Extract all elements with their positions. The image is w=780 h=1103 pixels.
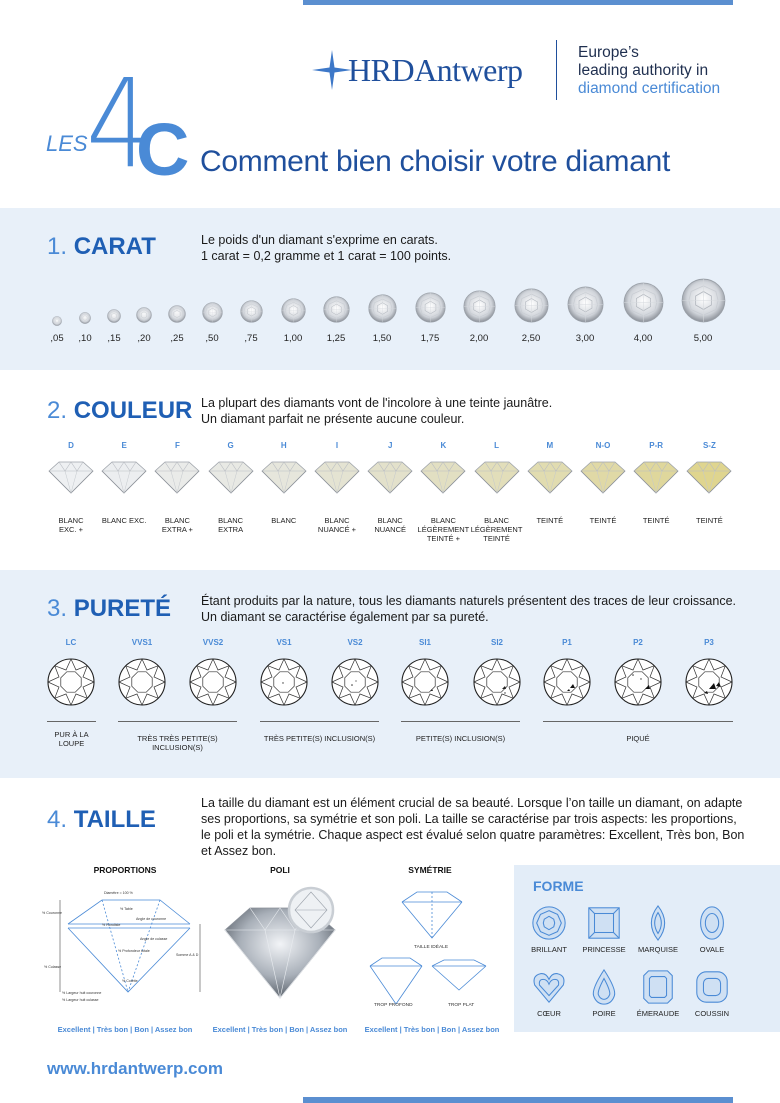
couleur-title-word: COULEUR — [73, 397, 193, 424]
carat-size-label: 2,50 — [521, 333, 541, 344]
carat-size-label: 1,00 — [283, 333, 303, 344]
color-label — [630, 516, 682, 525]
clarity-grade: P3 — [704, 638, 714, 647]
carat-size-label: ,10 — [78, 333, 92, 344]
purete-title-word: PURETÉ — [73, 595, 172, 622]
color-diamond-5 — [313, 459, 361, 495]
bottom-accent-bar — [303, 1097, 733, 1103]
clarity-grade: LC — [65, 638, 77, 647]
carat-diamond-14 — [623, 282, 664, 323]
color-label — [98, 516, 150, 525]
shape-label: CŒUR — [537, 1009, 561, 1018]
carat-diamond-15 — [681, 278, 726, 323]
shape-marquise-icon — [639, 904, 677, 942]
carat-title-word: CARAT — [73, 233, 156, 260]
color-label — [524, 516, 576, 525]
carat-diamond-2 — [107, 309, 121, 323]
carat-size-label: 3,00 — [575, 333, 595, 344]
color-label-line: EXTRA — [218, 525, 244, 534]
clarity-group-line — [118, 721, 237, 722]
carat-diamond-11 — [463, 290, 496, 323]
clarity-diamond-8 — [613, 657, 663, 707]
carat-size-label: 4,00 — [633, 333, 653, 344]
clarity-group-label-line: TRÈS PETITE(S) INCLUSION(S) — [263, 734, 376, 743]
carat-gem-7 — [281, 298, 306, 323]
label-largeur-culasse: % Largeur huit culasse — [62, 998, 99, 1002]
color-diamond-3 — [207, 459, 255, 495]
clarity-group-line — [47, 721, 96, 722]
clarity-group-label-line: PUR À LA — [54, 730, 89, 739]
color-label — [577, 516, 629, 525]
tagline-line-1: Europe’s — [578, 44, 639, 61]
carat-gem-0 — [52, 316, 62, 326]
carat-gem-12 — [514, 288, 549, 323]
proportions-diagram — [40, 882, 210, 1010]
clarity-grade: P1 — [562, 638, 572, 647]
top-accent-bar — [303, 0, 733, 5]
taille-desc-line-1: La taille du diamant est un élément crucial de sa beauté. Lorsque l’on taille un diamant, on adapte — [201, 796, 743, 810]
clarity-grade: VS1 — [276, 638, 292, 647]
color-grade: I — [335, 441, 339, 450]
carat-gem-8 — [323, 296, 350, 323]
carat-size-label: ,25 — [170, 333, 184, 344]
clarity-group-label-line: PIQUÉ — [626, 734, 650, 743]
clarity-group-line — [401, 721, 520, 722]
clarity-grade: VVS2 — [202, 638, 224, 647]
purete-desc-line-1: Étant produits par la nature, tous les diamants naturels présentent des traces de leur croissance. — [201, 594, 737, 608]
label-culasse: % Culasse — [44, 965, 62, 969]
color-grade: G — [227, 441, 234, 450]
clarity-grade: VS2 — [347, 638, 363, 647]
color-label-line: LÉGÈREMENT — [417, 525, 470, 534]
carat-size-label: 5,00 — [693, 333, 713, 344]
clarity-group-label — [37, 730, 106, 748]
website-link[interactable]: www.hrdantwerp.com — [47, 1059, 224, 1078]
carat-diamond-9 — [368, 294, 397, 323]
couleur-description — [201, 395, 552, 427]
clarity-grade: VVS1 — [131, 638, 153, 647]
logo-divider — [556, 40, 557, 100]
color-grade: L — [494, 441, 500, 450]
purete-desc-line-2: Un diamant se caractérise également par sa pureté. — [201, 610, 489, 624]
clarity-diamond-7 — [542, 657, 592, 707]
logo-text: HRDAntwerp — [348, 52, 523, 88]
carat-size-label: ,50 — [205, 333, 219, 344]
carat-title — [47, 233, 156, 261]
carat-diamond-6 — [240, 300, 263, 323]
clarity-group-label — [250, 734, 389, 743]
taille-desc-line-2: ses proportions, sa symétrie et son poli. La taille se caractérise par trois aspects: les proportions, — [201, 812, 737, 826]
tagline — [578, 44, 720, 98]
carat-diamond-10 — [415, 292, 446, 323]
shape-cœur-icon — [530, 968, 568, 1006]
taille-title — [47, 806, 156, 834]
clarity-diamond-0 — [46, 657, 96, 707]
color-label-line: TEINTÉ — [642, 516, 670, 525]
symetrie-rating: Excellent | Très bon | Bon | Assez bon — [364, 1025, 500, 1034]
color-diamond-1 — [100, 459, 148, 495]
color-grade: F — [174, 441, 180, 450]
carat-gem-4 — [168, 305, 186, 323]
color-label-line: BLANC EXC. — [101, 516, 147, 525]
color-label-line: BLANC — [58, 516, 84, 525]
color-grade: D — [68, 441, 74, 450]
clarity-group-line — [260, 721, 379, 722]
clarity-grade: P2 — [633, 638, 643, 647]
carat-size-label: 1,75 — [420, 333, 440, 344]
carat-diamond-13 — [567, 286, 604, 323]
color-label-line: BLANC — [218, 516, 244, 525]
color-label — [364, 516, 416, 534]
shape-brillant-icon — [530, 904, 568, 942]
carat-size-label: 1,25 — [326, 333, 346, 344]
color-grade: J — [387, 441, 393, 450]
label-angle-culasse: Angle de culasse — [140, 937, 168, 941]
carat-size-label: ,15 — [107, 333, 121, 344]
clarity-group-label — [391, 734, 530, 743]
clarity-group-line — [543, 721, 733, 722]
clarity-diamond-9 — [684, 657, 734, 707]
shape-label: MARQUISE — [637, 945, 678, 954]
carat-gem-13 — [567, 286, 604, 323]
shape-label: COUSSIN — [694, 1009, 730, 1018]
clarity-diamond-4 — [330, 657, 380, 707]
carat-number: 1. — [47, 233, 68, 260]
shape-poire-icon — [585, 968, 623, 1006]
taille-number: 4. — [47, 806, 68, 833]
forme-title: FORME — [533, 878, 584, 894]
color-diamond-2 — [153, 459, 201, 495]
color-diamond-8 — [473, 459, 521, 495]
carat-gem-9 — [368, 294, 397, 323]
clarity-group-label-line: INCLUSION(S) — [152, 743, 203, 752]
shape-coussin-icon — [693, 968, 731, 1006]
carat-gem-3 — [136, 307, 152, 323]
clarity-diamond-2 — [188, 657, 238, 707]
les-text: LES — [46, 131, 88, 156]
page-title: Comment bien choisir votre diamant — [200, 145, 671, 178]
carat-description — [201, 232, 451, 264]
carat-size-label: ,75 — [244, 333, 258, 344]
carat-diamond-12 — [514, 288, 549, 323]
clarity-group-label — [533, 734, 743, 743]
color-label-line: BLANC — [377, 516, 403, 525]
carat-size-label: 1,50 — [372, 333, 392, 344]
carat-desc-line-2: 1 carat = 0,2 gramme et 1 carat = 100 points. — [201, 249, 452, 263]
carat-size-label: ,05 — [50, 333, 64, 344]
carat-gem-15 — [681, 278, 726, 323]
symetrie-heading: SYMÉTRIE — [408, 865, 452, 875]
carat-diamond-5 — [202, 302, 223, 323]
color-label-line: TEINTÉ + — [426, 534, 460, 543]
purete-title — [47, 595, 171, 623]
clarity-group-label-line: PETITE(S) INCLUSION(S) — [415, 734, 506, 743]
clarity-grade: SI1 — [418, 638, 431, 647]
clarity-group-label — [108, 734, 247, 752]
carat-gem-14 — [623, 282, 664, 323]
carat-gem-1 — [79, 312, 91, 324]
color-label-line: BLANC — [271, 516, 297, 525]
clarity-group-label-line: LOUPE — [58, 739, 85, 748]
label-largeur-couronne: % Largeur huit couronne — [62, 991, 102, 995]
color-label-line: BLANC — [430, 516, 456, 525]
color-diamond-9 — [526, 459, 574, 495]
label-couronne: % Couronne — [42, 911, 62, 915]
clarity-group-label-line: TRÈS TRÈS PETITE(S) — [137, 734, 218, 743]
color-diamond-0 — [47, 459, 95, 495]
carat-diamond-1 — [79, 311, 91, 323]
couleur-desc-line-1: La plupart des diamants vont de l'incolore à une teinte jaunâtre. — [201, 396, 553, 410]
shape-princesse-icon — [585, 904, 623, 942]
label-trop-plat: TROP PLAT — [448, 1003, 475, 1008]
carat-diamond-3 — [136, 307, 152, 323]
purete-description — [201, 593, 736, 625]
carat-gem-11 — [463, 290, 496, 323]
carat-diamond-0 — [52, 313, 62, 323]
taille-description — [201, 795, 761, 859]
clarity-diamond-3 — [259, 657, 309, 707]
color-label — [151, 516, 203, 534]
color-diamond-12 — [685, 459, 733, 495]
color-label-line: TEINTÉ — [696, 516, 723, 525]
label-diametre: Diamètre = 100 % — [104, 891, 133, 895]
label-trop-profond: TROP PROFOND — [374, 1003, 413, 1008]
proportions-heading: PROPORTIONS — [93, 865, 157, 875]
color-label-line: TEINTÉ — [589, 516, 617, 525]
carat-diamond-7 — [281, 298, 306, 323]
color-label — [683, 516, 735, 525]
color-label-line: EXC. + — [59, 525, 83, 534]
color-label-line: BLANC — [164, 516, 190, 525]
color-diamond-10 — [579, 459, 627, 495]
carat-gem-10 — [415, 292, 446, 323]
color-grade: M — [546, 441, 554, 450]
color-label-line: NUANCÉ + — [317, 525, 357, 534]
carat-gem-6 — [240, 300, 263, 323]
color-label — [417, 516, 469, 543]
tagline-line-2: leading authority in — [578, 62, 709, 79]
couleur-desc-line-2: Un diamant parfait ne présente aucune couleur. — [201, 412, 465, 426]
color-label-line: BLANC — [484, 516, 510, 525]
label-somme: Somme A & D — [176, 953, 199, 957]
clarity-diamond-5 — [400, 657, 450, 707]
color-grade: S-Z — [702, 441, 716, 450]
shape-label: PRINCESSE — [582, 945, 626, 954]
poli-diamond-image — [215, 880, 345, 1010]
color-label-line: BLANC — [324, 516, 350, 525]
taille-desc-line-3: le poli et la symétrie. Chaque aspect est évalué selon quatre paramètres: Excellent, Très bon, Bon — [201, 828, 745, 842]
carat-gem-2 — [107, 309, 121, 323]
shape-label: POIRE — [592, 1009, 616, 1018]
taille-desc-line-4: et Assez bon. — [201, 844, 277, 858]
color-label-line: TEINTÉ — [483, 534, 510, 543]
symetrie-diagram — [362, 882, 502, 1010]
tagline-line-3: diamond certification — [578, 80, 721, 97]
color-grade: H — [280, 441, 287, 450]
color-label-line: EXTRA + — [161, 525, 193, 534]
color-label — [311, 516, 363, 534]
label-taille-ideale: TAILLE IDÉALE — [414, 945, 449, 950]
couleur-title — [47, 397, 192, 425]
color-label-line: LÉGÈREMENT — [470, 525, 523, 534]
shape-émeraude-icon — [639, 968, 677, 1006]
label-rondiste: % Rondiste — [102, 923, 121, 927]
purete-number: 3. — [47, 595, 68, 622]
color-label — [471, 516, 523, 543]
shape-label: ÉMERAUDE — [636, 1009, 680, 1018]
clarity-diamond-1 — [117, 657, 167, 707]
c-letter: C — [136, 108, 190, 191]
shape-ovale-icon — [693, 904, 731, 942]
clarity-grade: SI2 — [490, 638, 503, 647]
carat-diamond-8 — [323, 296, 350, 323]
color-label-line: TEINTÉ — [536, 516, 564, 525]
couleur-number: 2. — [47, 397, 68, 424]
taille-title-word: TAILLE — [73, 806, 156, 833]
carat-size-label: ,20 — [137, 333, 151, 344]
carat-gem-5 — [202, 302, 223, 323]
shape-label: OVALE — [699, 945, 725, 954]
label-angle-couronne: Angle de couronne — [136, 917, 167, 921]
poli-heading: POLI — [270, 865, 290, 875]
label-profondeur: % Profondeur totale — [118, 949, 150, 953]
color-label-line: NUANCÉ — [374, 525, 407, 534]
shape-label: BRILLANT — [531, 945, 567, 954]
label-colette: % Colette — [122, 979, 138, 983]
carat-desc-line-1: Le poids d'un diamant s'exprime en carats. — [201, 233, 438, 247]
color-label — [205, 516, 257, 534]
color-label — [45, 516, 97, 534]
color-grade: K — [440, 441, 447, 450]
color-diamond-6 — [366, 459, 414, 495]
color-grade: N-O — [595, 441, 611, 450]
color-label — [258, 516, 310, 525]
color-diamond-4 — [260, 459, 308, 495]
clarity-diamond-6 — [472, 657, 522, 707]
four-numeral: 4 — [86, 53, 152, 195]
poli-rating: Excellent | Très bon | Bon | Assez bon — [212, 1025, 348, 1034]
color-diamond-11 — [632, 459, 680, 495]
color-diamond-7 — [419, 459, 467, 495]
proportions-rating: Excellent | Très bon | Bon | Assez bon — [57, 1025, 193, 1034]
carat-size-label: 2,00 — [469, 333, 489, 344]
label-table: % Table — [120, 907, 133, 911]
color-grade: P-R — [649, 441, 664, 450]
color-grade: E — [121, 441, 127, 450]
carat-diamond-4 — [168, 305, 186, 323]
